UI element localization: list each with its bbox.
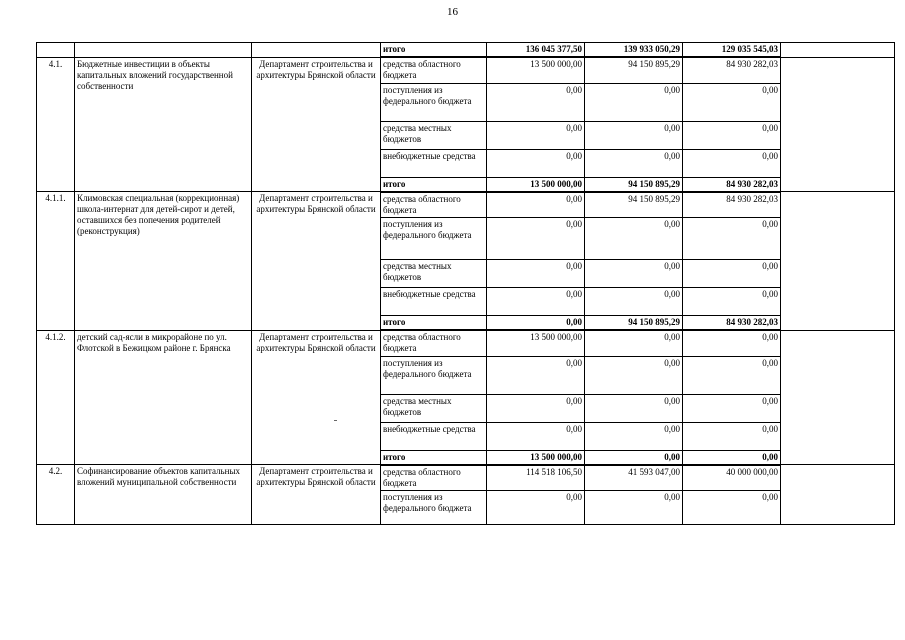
source-cell: итого (381, 316, 487, 331)
value-cell: 0,00 (487, 288, 585, 316)
source-cell: внебюджетные средства (381, 422, 487, 450)
empty-cell (781, 57, 895, 192)
value-cell: 94 150 895,29 (585, 57, 683, 83)
value-cell: 0,00 (683, 288, 781, 316)
item-name: Бюджетные инвестиции в объекты капитальных вложений государственной собственности (75, 57, 252, 192)
value-cell: 0,00 (683, 422, 781, 450)
item-executor: Департамент строительства и архитектуры Брянской области (252, 465, 381, 525)
value-cell: 129 035 545,03 (683, 43, 781, 58)
value-cell: 0,00 (585, 260, 683, 288)
value-cell: 0,00 (683, 121, 781, 149)
value-cell: 0,00 (487, 218, 585, 260)
value-cell: 139 933 050,29 (585, 43, 683, 58)
value-cell: 0,00 (683, 394, 781, 422)
item-name: детский сад-ясли в микрорайоне по ул. Флотской в Бежицком районе г. Брянска (75, 330, 252, 465)
source-cell: итого (381, 177, 487, 192)
table-row (37, 465, 895, 491)
table-row (37, 330, 895, 356)
source-cell: поступления из федерального бюджета (381, 491, 487, 525)
source-cell: итого (381, 450, 487, 465)
value-cell: 0,00 (487, 260, 585, 288)
value-cell: 13 500 000,00 (487, 57, 585, 83)
value-cell: 13 500 000,00 (487, 450, 585, 465)
value-cell: 94 150 895,29 (585, 192, 683, 218)
value-cell: 0,00 (585, 422, 683, 450)
value-cell: 0,00 (683, 356, 781, 394)
value-cell: 84 930 282,03 (683, 316, 781, 331)
value-cell: 0,00 (487, 394, 585, 422)
source-cell: средства местных бюджетов (381, 121, 487, 149)
value-cell: 0,00 (683, 218, 781, 260)
source-cell: внебюджетные средства (381, 149, 487, 177)
source-cell: поступления из федерального бюджета (381, 356, 487, 394)
value-cell: 136 045 377,50 (487, 43, 585, 58)
value-cell: 0,00 (487, 422, 585, 450)
empty-cell (781, 43, 895, 58)
executor-cell (252, 43, 381, 58)
table-row (37, 43, 895, 58)
value-cell: 40 000 000,00 (683, 465, 781, 491)
value-cell: 0,00 (585, 149, 683, 177)
source-cell: средства областного бюджета (381, 57, 487, 83)
value-cell: 84 930 282,03 (683, 177, 781, 192)
item-number: 4.1.2. (37, 330, 75, 465)
value-cell: 41 593 047,00 (585, 465, 683, 491)
value-cell: 0,00 (585, 218, 683, 260)
item-executor: Департамент строительства и архитектуры Брянской области (252, 57, 381, 192)
table-row (37, 192, 895, 218)
value-cell: 0,00 (683, 450, 781, 465)
item-executor: Департамент строительства и архитектуры Брянской области (252, 192, 381, 331)
source-cell: средства местных бюджетов (381, 260, 487, 288)
value-cell: 94 150 895,29 (585, 316, 683, 331)
empty-cell (781, 192, 895, 331)
value-cell: 94 150 895,29 (585, 177, 683, 192)
number-cell (37, 43, 75, 58)
budget-table (36, 42, 895, 525)
value-cell: 0,00 (585, 330, 683, 356)
value-cell: 0,00 (487, 491, 585, 525)
value-cell: 84 930 282,03 (683, 57, 781, 83)
value-cell: 0,00 (683, 491, 781, 525)
value-cell: 13 500 000,00 (487, 330, 585, 356)
value-cell: 0,00 (585, 288, 683, 316)
value-cell: 0,00 (487, 316, 585, 331)
source-cell: средства областного бюджета (381, 465, 487, 491)
source-cell: средства местных бюджетов (381, 394, 487, 422)
value-cell: 0,00 (585, 491, 683, 525)
name-cell (75, 43, 252, 58)
value-cell: 0,00 (683, 330, 781, 356)
scan-speck (334, 420, 337, 421)
page-number: 16 (447, 6, 458, 18)
value-cell: 0,00 (487, 192, 585, 218)
value-cell: 0,00 (683, 83, 781, 121)
source-cell: средства областного бюджета (381, 192, 487, 218)
value-cell: 0,00 (683, 149, 781, 177)
value-cell: 114 518 106,50 (487, 465, 585, 491)
value-cell: 0,00 (585, 83, 683, 121)
source-cell: итого (381, 43, 487, 58)
value-cell: 0,00 (487, 356, 585, 394)
item-name: Софинансирование объектов капитальных вложений муниципальной собственности (75, 465, 252, 525)
empty-cell (781, 465, 895, 525)
item-name: Климовская специальная (коррекционная) школа-интернат для детей-сирот и детей, оставшихся без попечения родителей (реконструкция) (75, 192, 252, 331)
value-cell: 0,00 (487, 149, 585, 177)
value-cell: 0,00 (585, 394, 683, 422)
value-cell: 0,00 (487, 121, 585, 149)
value-cell: 0,00 (585, 356, 683, 394)
value-cell: 0,00 (585, 121, 683, 149)
item-executor: Департамент строительства и архитектуры Брянской области (252, 330, 381, 465)
value-cell: 13 500 000,00 (487, 177, 585, 192)
source-cell: поступления из федерального бюджета (381, 83, 487, 121)
table-row (37, 57, 895, 83)
value-cell: 0,00 (487, 83, 585, 121)
item-number: 4.1. (37, 57, 75, 192)
value-cell: 84 930 282,03 (683, 192, 781, 218)
empty-cell (781, 330, 895, 465)
source-cell: средства областного бюджета (381, 330, 487, 356)
source-cell: поступления из федерального бюджета (381, 218, 487, 260)
item-number: 4.1.1. (37, 192, 75, 331)
source-cell: внебюджетные средства (381, 288, 487, 316)
value-cell: 0,00 (683, 260, 781, 288)
value-cell: 0,00 (585, 450, 683, 465)
item-number: 4.2. (37, 465, 75, 525)
